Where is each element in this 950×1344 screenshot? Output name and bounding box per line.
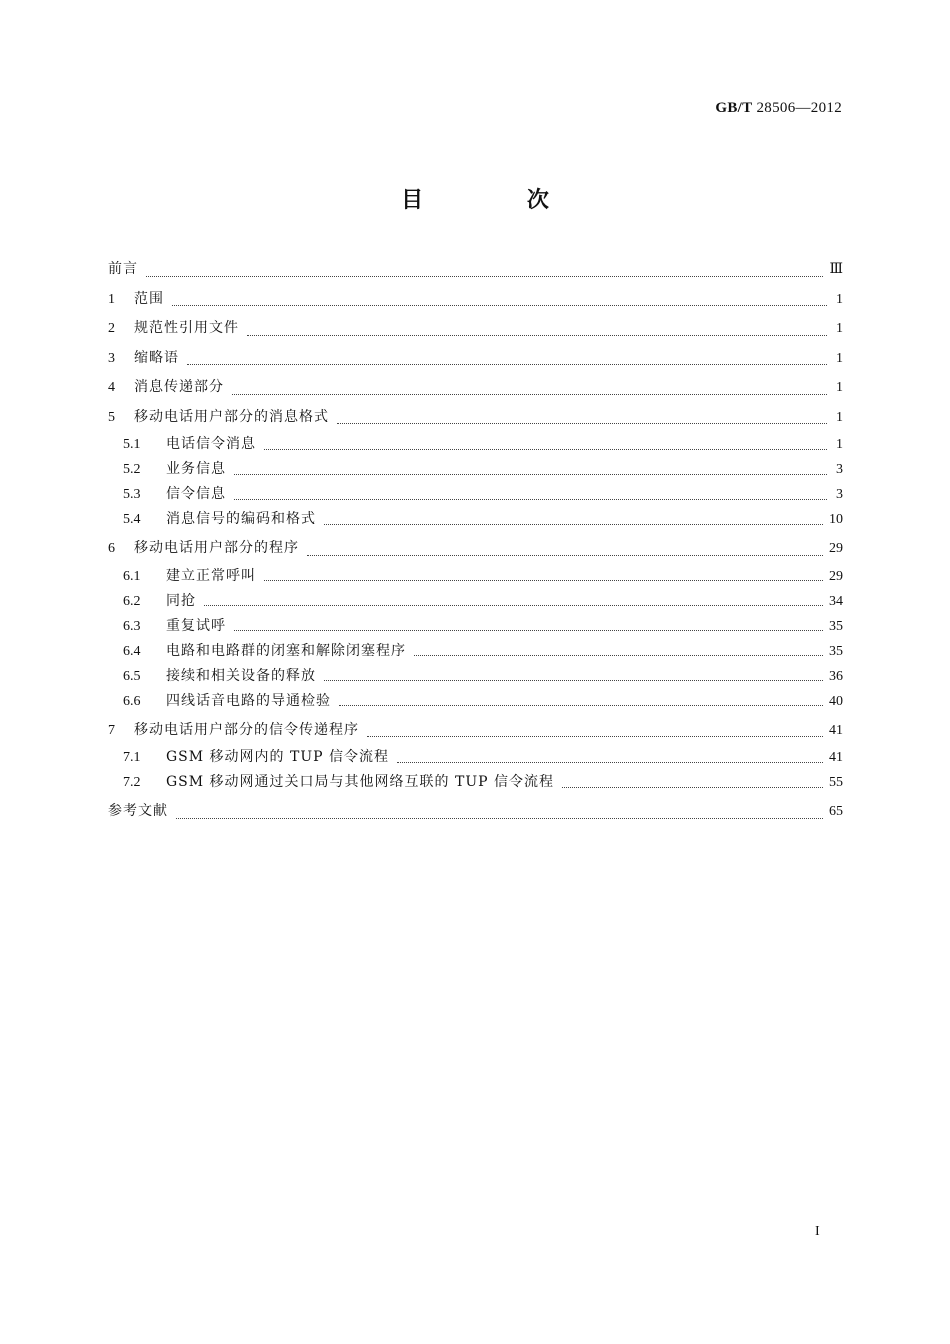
toc-entry-page: 65 [829,804,843,819]
dot-leader [339,704,823,706]
toc-entry-label: 缩略语 [134,349,179,366]
toc-entry-number: 5.4 [123,512,141,527]
dot-leader [307,554,823,556]
toc-entry[interactable] [108,665,843,690]
dot-leader [324,523,823,525]
toc-entry-label: 重复试呼 [166,617,226,634]
toc-entry-number: 7 [108,722,115,738]
toc-entry-page: 1 [836,291,843,307]
toc-entry-label: 信令信息 [166,486,226,502]
toc-entry-number: 3 [108,350,115,366]
toc-entry-page: 41 [829,750,843,765]
toc-entry[interactable] [108,537,843,567]
toc-entry[interactable] [108,458,843,483]
toc-entry-page: 1 [836,321,843,336]
toc-entry-page: 41 [829,722,843,738]
toc-entry-page: 34 [829,593,843,609]
toc-entry-page: 29 [829,568,843,584]
dot-leader [232,393,827,395]
toc-entry[interactable] [108,746,843,771]
toc-entry[interactable] [108,690,843,715]
toc-entry[interactable] [108,590,843,615]
toc-entry-number: 5 [108,409,115,425]
dot-leader [204,604,823,606]
toc-entry-number: 6.3 [123,618,141,634]
dot-leader [247,334,827,336]
toc-entry-label: 电话信令消息 [166,436,256,452]
toc-entry-label: 规范性引用文件 [134,320,239,336]
toc-entry-label: 移动电话用户部分的信令传递程序 [134,721,359,738]
toc-entry-label: 消息信号的编码和格式 [166,511,316,527]
toc-entry[interactable] [108,317,843,347]
toc-entry[interactable] [108,640,843,665]
toc-entry-page: 3 [836,487,843,502]
toc-entry-label: 电路和电路群的闭塞和解除闭塞程序 [166,642,406,659]
dot-leader [234,473,827,475]
dot-leader [146,275,823,277]
toc-entry[interactable] [108,508,843,533]
toc-entry-number: 5.3 [123,487,141,502]
toc-entry-number: 5.2 [123,462,141,477]
toc-entry[interactable] [108,771,843,796]
dot-leader [187,363,827,365]
dot-leader [324,679,823,681]
toc-entry[interactable] [108,719,843,749]
standard-code [715,100,842,117]
page-number: I [815,1224,820,1239]
toc-entry[interactable] [108,433,843,458]
toc-entry-label: 建立正常呼叫 [166,567,256,584]
toc-entry-label: 前言 [108,261,138,277]
toc-entry-number: 6 [108,541,115,556]
dot-leader [172,304,827,306]
toc-entry[interactable] [108,565,843,590]
toc-entry-label: GSM 移动网内的 TUP 信令流程 [166,749,390,765]
table-of-contents [108,258,843,830]
toc-entry-page: 1 [836,350,843,366]
toc-entry-number: 1 [108,291,115,307]
toc-entry-page: 36 [829,668,843,684]
toc-entry-label: GSM 移动网通过关口局与其他网络互联的 TUP 信令流程 [166,774,555,790]
toc-entry-page: 1 [836,437,843,452]
toc-entry[interactable] [108,347,843,377]
toc-entry-label: 参考文献 [108,803,168,819]
dot-leader [562,786,823,788]
toc-entry-number: 6.5 [123,668,141,684]
page-title: 目 次 [401,188,597,213]
dot-leader [367,735,823,737]
toc-entry-page: 40 [829,693,843,709]
toc-entry-page: 29 [829,541,843,556]
toc-entry-number: 6.2 [123,593,141,609]
toc-entry-number: 7.2 [123,775,141,790]
dot-leader [264,579,823,581]
dot-leader [337,422,827,424]
toc-entry[interactable] [108,258,843,288]
toc-entry-page: 1 [836,409,843,425]
toc-entry-label: 接续和相关设备的释放 [166,667,316,684]
toc-entry-label: 范围 [134,290,164,307]
dot-leader [264,448,827,450]
toc-entry-page: Ⅲ [829,262,843,277]
toc-entry-number: 5.1 [123,437,141,452]
dot-leader [234,498,827,500]
toc-entry[interactable] [108,800,843,830]
toc-entry-number: 2 [108,321,115,336]
toc-entry-page: 55 [829,775,843,790]
standard-number: 28506—2012 [756,100,842,116]
toc-entry[interactable] [108,406,843,436]
dot-leader [414,654,823,656]
toc-entry-label: 移动电话用户部分的程序 [134,540,299,556]
toc-entry-number: 6.6 [123,693,141,709]
toc-entry-label: 四线话音电路的导通检验 [166,692,331,709]
toc-entry-number: 4 [108,380,115,395]
toc-entry[interactable] [108,288,843,318]
dot-leader [234,629,823,631]
toc-entry-label: 业务信息 [166,461,226,477]
toc-entry-page: 10 [829,512,843,527]
toc-entry-page: 35 [829,643,843,659]
toc-entry[interactable] [108,615,843,640]
toc-entry-number: 6.4 [123,643,141,659]
toc-entry-label: 移动电话用户部分的消息格式 [134,408,329,425]
toc-entry-page: 35 [829,618,843,634]
toc-entry-page: 1 [836,380,843,395]
toc-entry-page: 3 [836,462,843,477]
toc-entry-number: 7.1 [123,750,141,765]
toc-entry-label: 同抢 [166,592,196,609]
dot-leader [176,817,823,819]
dot-leader [397,761,823,763]
toc-entry-label: 消息传递部分 [134,379,224,395]
toc-entry[interactable] [108,376,843,406]
standard-prefix: GB/T [715,100,753,116]
toc-entry[interactable] [108,483,843,508]
toc-entry-number: 6.1 [123,568,141,584]
